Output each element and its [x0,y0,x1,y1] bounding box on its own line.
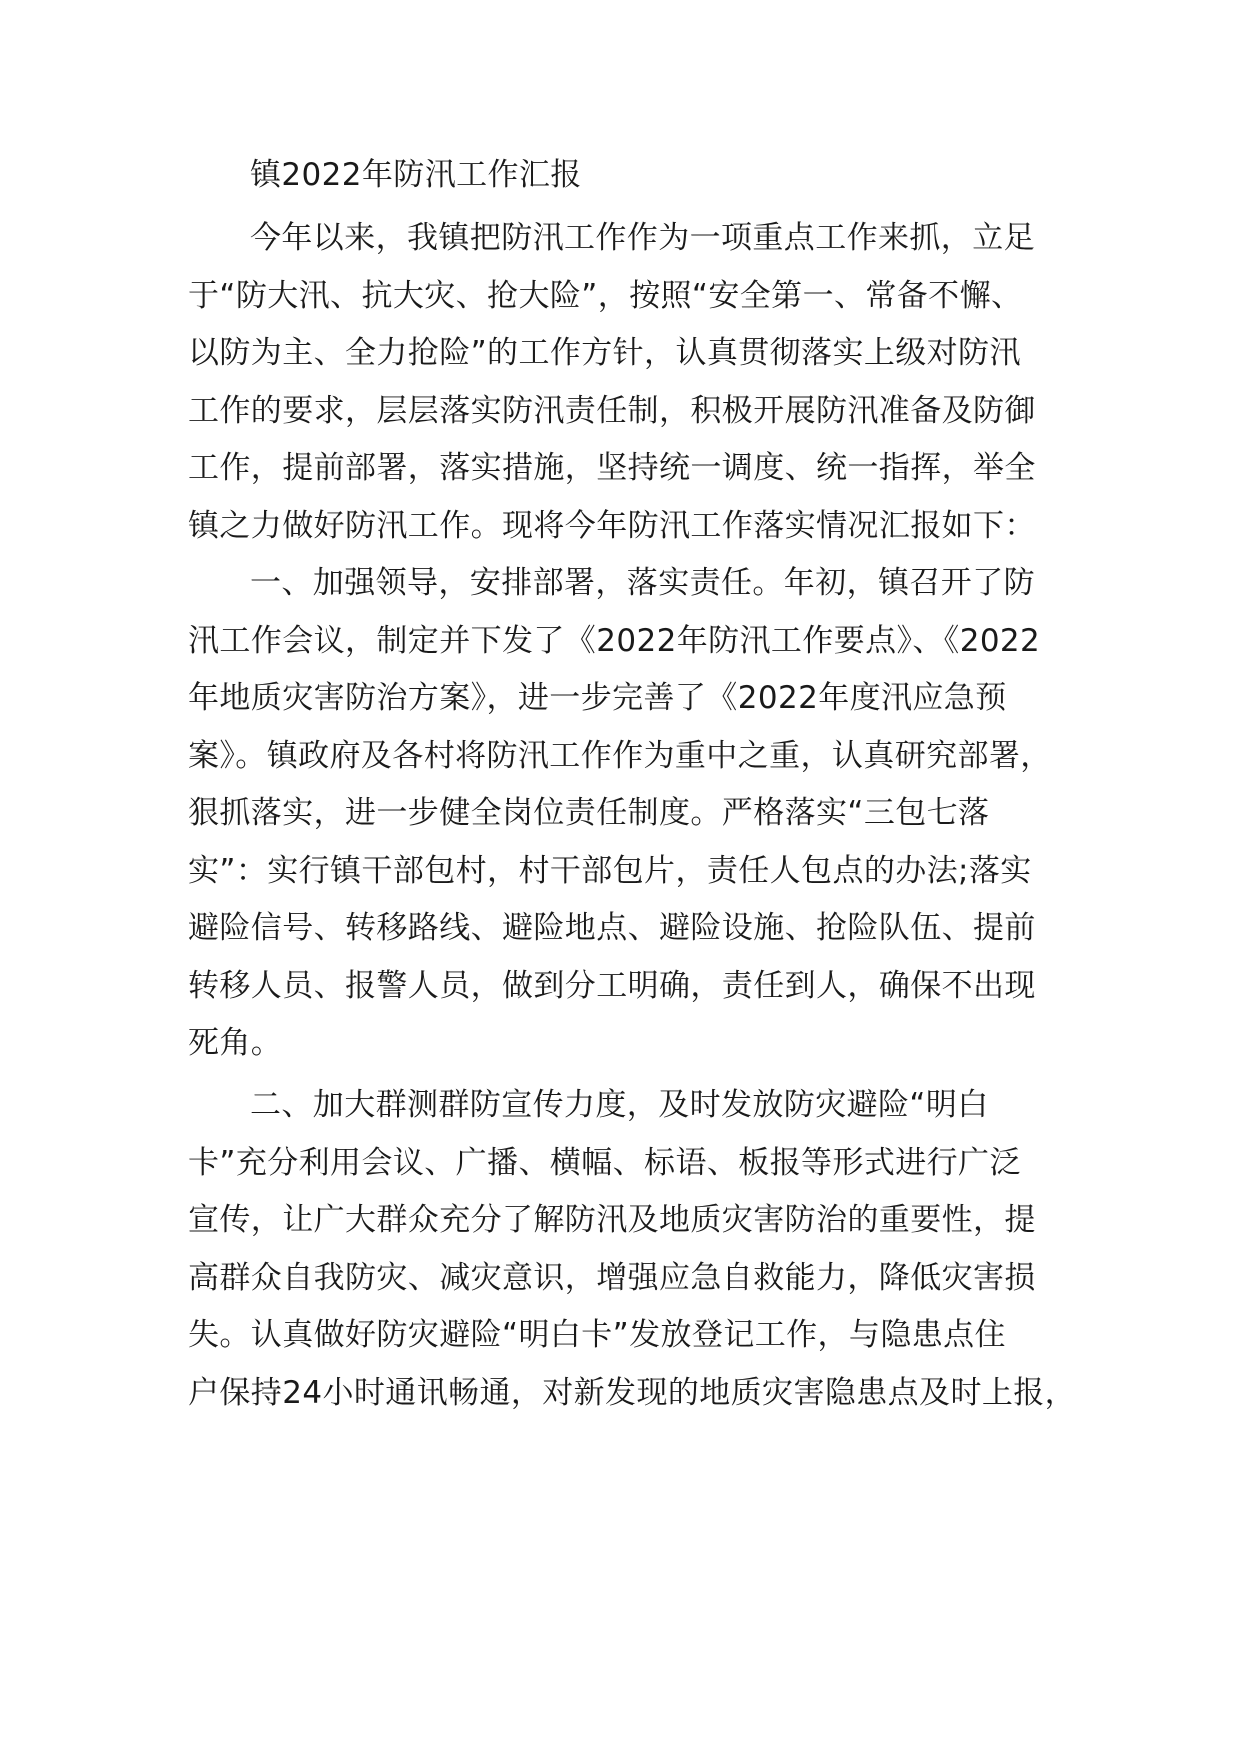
paragraph-1-line-1: 今年以来，我镇把防汛工作作为一项重点工作来抓，立足 [250,220,1035,256]
paragraph-3-line-6: 户保持24小时通讯畅通，对新发现的地质灾害隐患点及时上报， [188,1375,1077,1411]
paragraph-1-line-5: 工作，提前部署，落实措施，坚持统一调度、统一指挥，举全 [188,450,1036,486]
paragraph-2-line-9: 死角。 [188,1025,283,1061]
paragraph-2-line-8: 转移人员、报警人员，做到分工明确，责任到人，确保不出现 [188,968,1036,1004]
document-title: 镇2022年防汛工作汇报 [250,157,582,193]
paragraph-1-line-2: 于“防大汛、抗大灾、抢大险”，按照“安全第一、常备不懈、 [188,278,1023,314]
paragraph-1-line-4: 工作的要求，层层落实防汛责任制，积极开展防汛准备及防御 [188,393,1036,429]
paragraph-2-line-2: 汛工作会议，制定并下发了《2022年防汛工作要点》、《2022 [188,623,1041,659]
paragraph-2-line-5: 狠抓落实，进一步健全岗位责任制度。严格落实“三包七落 [188,795,990,831]
paragraph-3-line-3: 宣传，让广大群众充分了解防汛及地质灾害防治的重要性，提 [188,1202,1036,1238]
paragraph-3-line-4: 高群众自我防灾、减灾意识，增强应急自救能力，降低灾害损 [188,1260,1036,1296]
paragraph-2-line-1: 一、加强领导，安排部署，落实责任。年初，镇召开了防 [250,565,1035,601]
paragraph-2-line-7: 避险信号、转移路线、避险地点、避险设施、抢险队伍、提前 [188,910,1036,946]
paragraph-1-line-6: 镇之力做好防汛工作。现将今年防汛工作落实情况汇报如下： [188,508,1036,544]
paragraph-3-line-5: 失。认真做好防灾避险“明白卡”发放登记工作，与隐患点住 [188,1317,1006,1353]
paragraph-2-line-3: 年地质灾害防治方案》，进一步完善了《2022年度汛应急预 [188,680,1007,716]
paragraph-2-line-4: 案》。镇政府及各村将防汛工作作为重中之重，认真研究部署， [188,738,1052,774]
paragraph-3-line-2: 卡”充分利用会议、广播、横幅、标语、板报等形式进行广泛 [188,1145,1021,1181]
paragraph-3-line-1: 二、加大群测群防宣传力度，及时发放防灾避险“明白 [250,1087,989,1123]
paragraph-1-line-3: 以防为主、全力抢险”的工作方针，认真贯彻落实上级对防汛 [188,335,1021,371]
paragraph-2-line-6: 实”：实行镇干部包村，村干部包片，责任人包点的办法;落实 [188,853,1032,889]
